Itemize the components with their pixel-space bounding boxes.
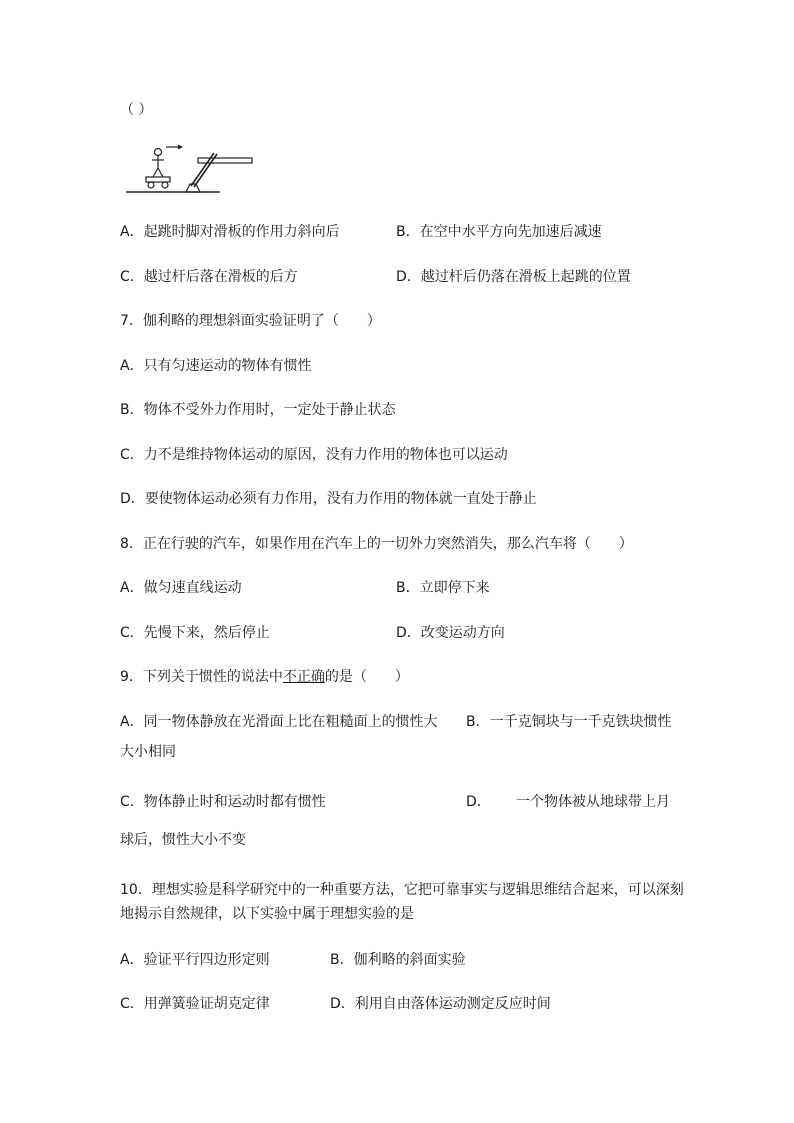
q10-option-d: D．利用自由落体运动测定反应时间: [330, 996, 551, 1012]
q7-option-c: C．力不是维持物体运动的原因，没有力作用的物体也可以运动: [120, 447, 508, 463]
q8-option-a: A．做匀速直线运动: [120, 580, 242, 596]
q9-option-d-label: D．: [466, 794, 491, 810]
q9-option-b-line1: B．一千克铜块与一千克铁块惯性: [466, 714, 672, 730]
q8-stem: 8．正在行驶的汽车，如果作用在汽车上的一切外力突然消失，那么汽车将（ ）: [120, 536, 633, 552]
q9-stem-post: 的是（ ）: [324, 669, 409, 685]
q7-option-a: A．只有匀速运动的物体有惯性: [120, 358, 312, 374]
q8-option-d: D．改变运动方向: [396, 625, 505, 641]
q8-option-c: C．先慢下来，然后停止: [120, 625, 270, 641]
q9-option-c: C．物体静止时和运动时都有惯性: [120, 794, 326, 810]
q7-option-b: B．物体不受外力作用时，一定处于静止状态: [120, 402, 396, 418]
q9-stem-underlined: 不正确: [282, 669, 325, 685]
q7-option-d: D．要使物体运动必须有力作用，没有力作用的物体就一直处于静止: [120, 491, 537, 507]
q10-stem-line1: 10．理想实验是科学研究中的一种重要方法，它把可靠事实与逻辑思维结合起来，可以深刻: [120, 882, 684, 898]
q6-option-b: B．在空中水平方向先加速后减速: [396, 224, 602, 240]
q6-stem-tail: （ ）: [120, 102, 153, 118]
q7-stem: 7．伽利略的理想斜面实验证明了（ ）: [120, 313, 381, 329]
q8-option-b: B．立即停下来: [396, 580, 490, 596]
q6-option-c: C．越过杆后落在滑板的后方: [120, 269, 298, 285]
q10-option-b: B．伽利略的斜面实验: [330, 952, 466, 968]
q9-stem: [120, 667, 409, 687]
q6-option-d: D．越过杆后仍落在滑板上起跳的位置: [396, 269, 631, 285]
skateboard-jump-figure: [124, 140, 254, 198]
q10-option-c: C．用弹簧验证胡克定律: [120, 996, 270, 1012]
q9-option-b-line2: 大小相同: [120, 744, 176, 760]
q9-option-d-line1: 一个物体被从地球带上月: [516, 794, 670, 810]
q9-stem-pre: 9．下列关于惯性的说法中: [120, 669, 283, 685]
q6-option-a: A．起跳时脚对滑板的作用力斜向后: [120, 224, 340, 240]
q10-stem-line2: 地揭示自然规律，以下实验中属于理想实验的是: [120, 906, 414, 922]
q9-option-d-line2: 球后，惯性大小不变: [120, 832, 246, 848]
q10-option-a: A．验证平行四边形定则: [120, 952, 270, 968]
q9-option-a: A．同一物体静放在光滑面上比在粗糙面上的惯性大: [120, 714, 438, 730]
